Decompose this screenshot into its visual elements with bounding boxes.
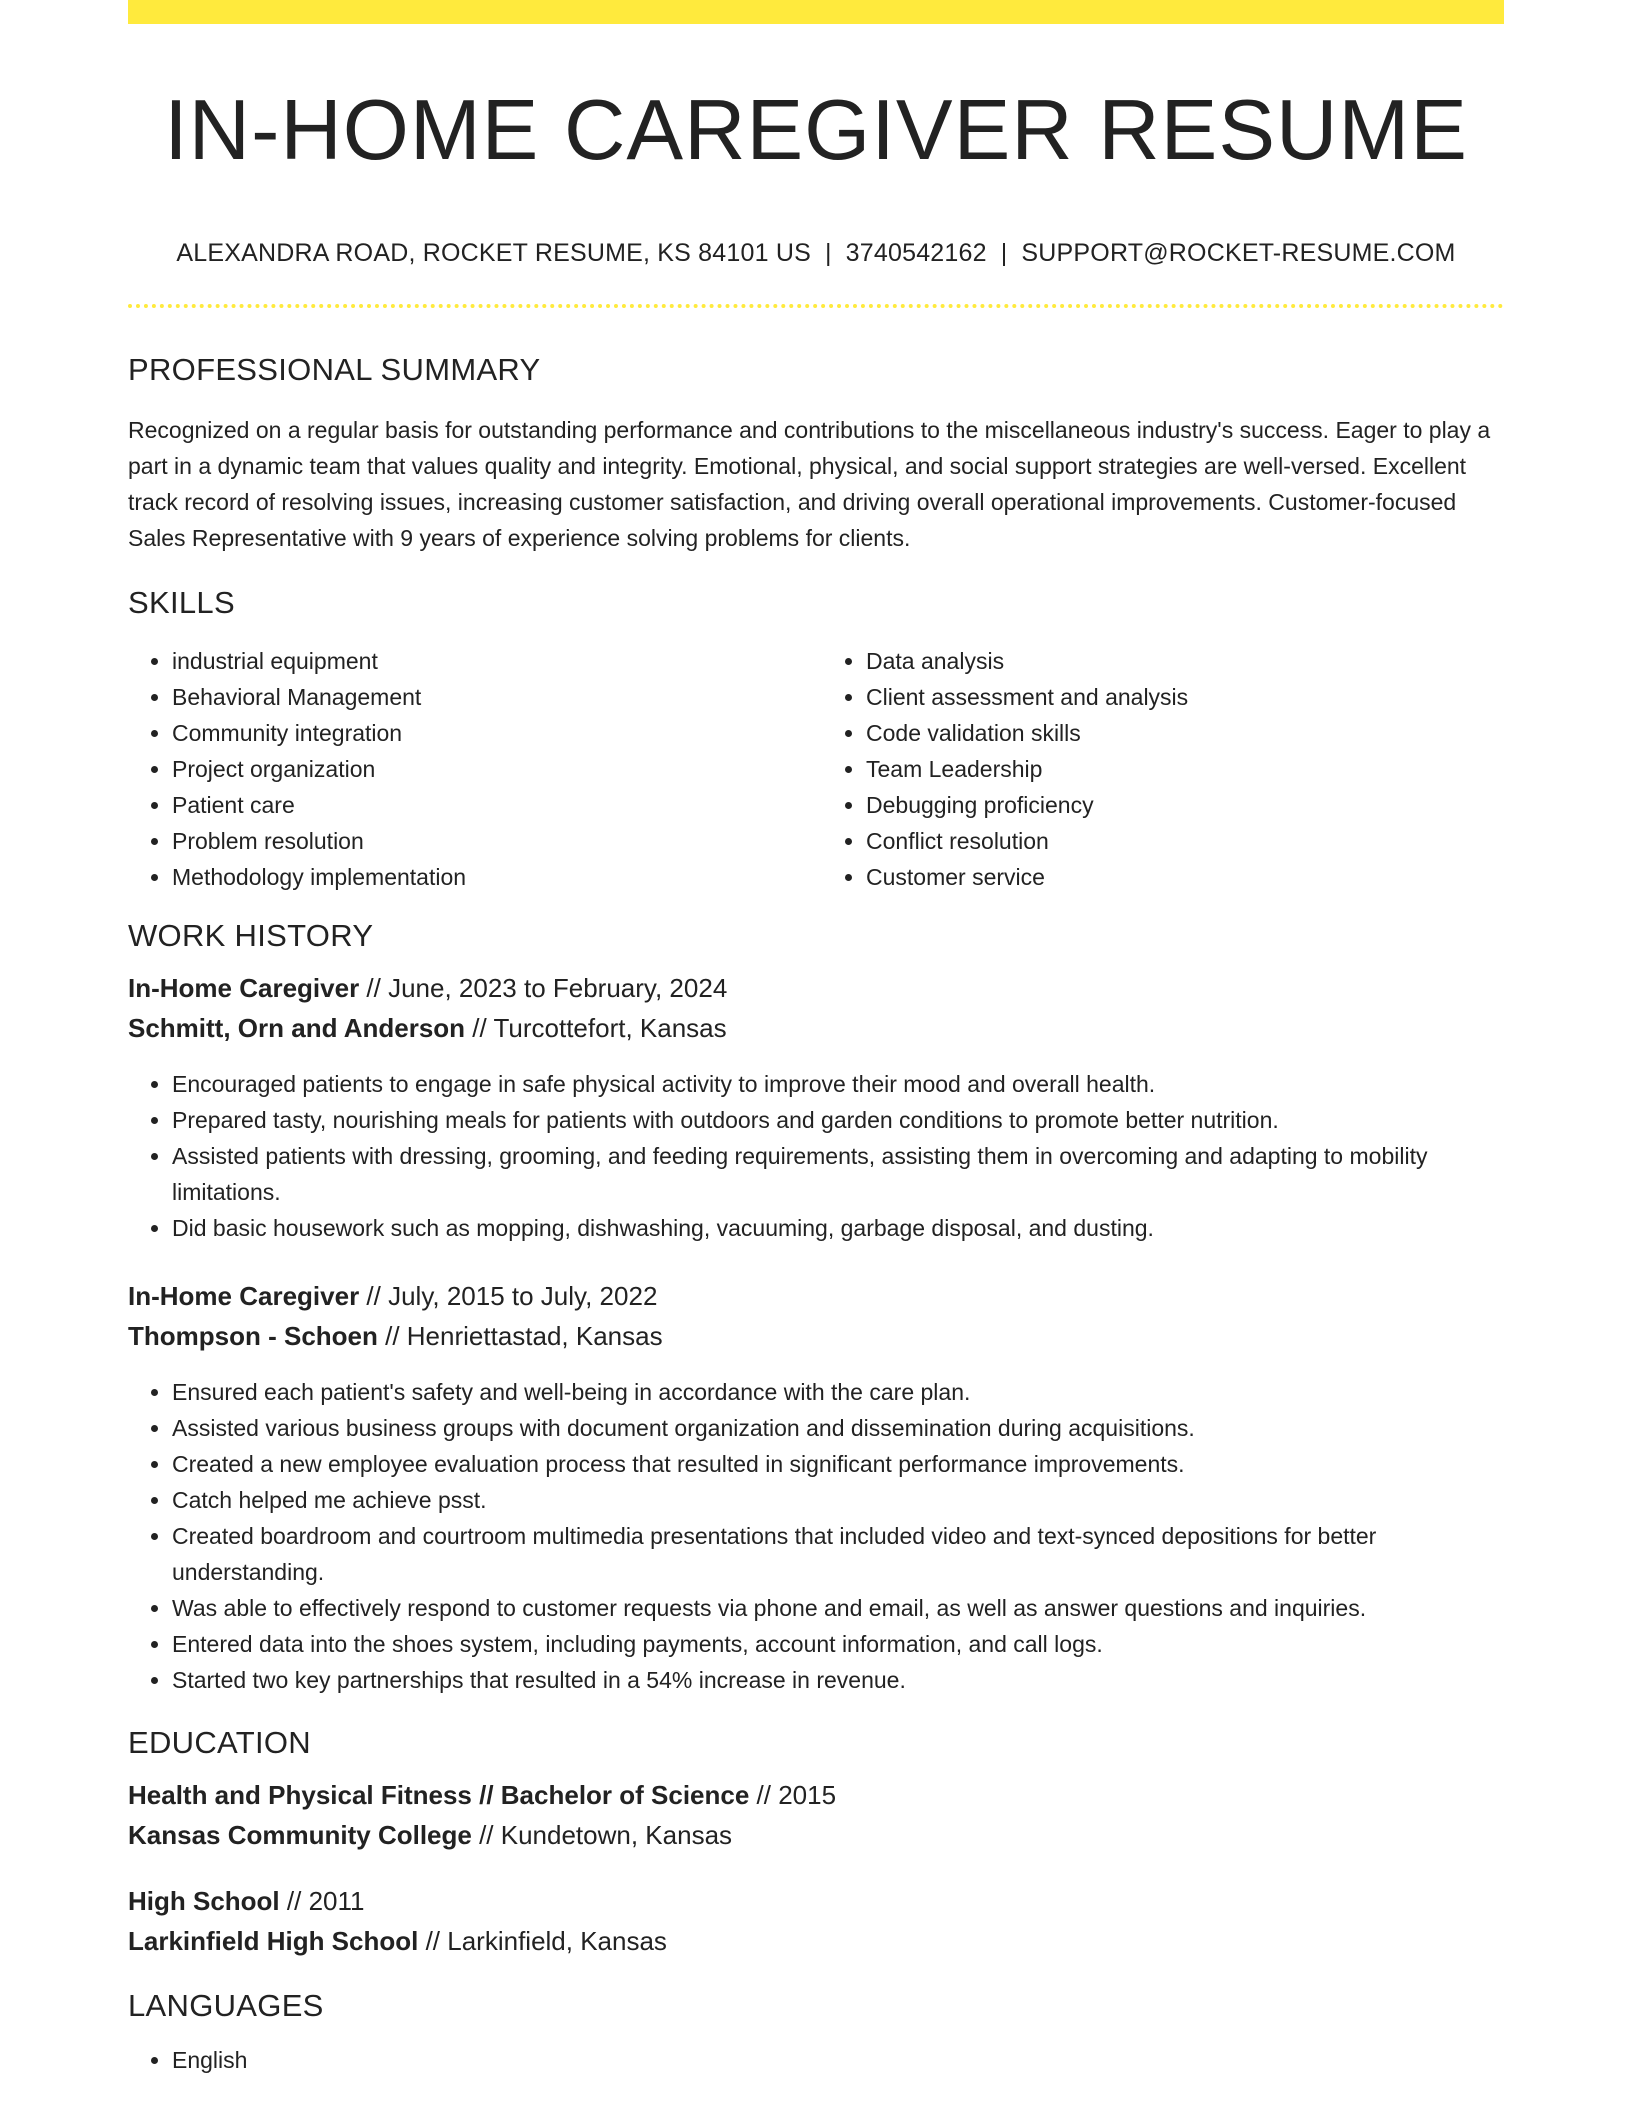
skill-item: • Customer service — [866, 859, 1504, 895]
job-bullets — [128, 1066, 1504, 1246]
degree: Health and Physical Fitness // Bachelor of Science — [128, 1780, 750, 1811]
job-bullet: • Prepared tasty, nourishing meals for patients with outdoors and garden conditions to promote better nutrition. — [172, 1102, 1504, 1138]
job-title: In-Home Caregiver — [128, 973, 360, 1004]
skill-item: • Debugging proficiency — [866, 787, 1504, 823]
job-title-line — [128, 968, 1504, 1008]
school-line — [128, 1815, 1504, 1855]
languages-list — [128, 2042, 1504, 2078]
skills-list-left — [128, 643, 816, 895]
language-item: • English — [172, 2042, 1504, 2078]
skill-item: • Community integration — [172, 715, 816, 751]
summary-heading: PROFESSIONAL SUMMARY — [128, 351, 541, 387]
degree-line — [128, 1881, 1504, 1921]
languages-heading: LANGUAGES — [128, 1988, 324, 2024]
job-location: // Henriettastad, Kansas — [377, 1321, 663, 1352]
job-bullet: • Ensured each patient's safety and well-being in accordance with the care plan. — [172, 1374, 1504, 1410]
skill-item: • Methodology implementation — [172, 859, 816, 895]
dotted-divider — [128, 304, 1504, 308]
accent-top-bar — [128, 0, 1504, 24]
skill-item: • Behavioral Management — [172, 679, 816, 715]
job-company: Thompson - Schoen — [128, 1321, 378, 1352]
resume-title: IN-HOME CAREGIVER RESUME — [164, 83, 1468, 178]
job-bullet: • Created a new employee evaluation process that resulted in significant performance improvements. — [172, 1446, 1504, 1482]
languages-section — [128, 1987, 1504, 2078]
job-bullet: • Catch helped me achieve psst. — [172, 1482, 1504, 1518]
school-name: Larkinfield High School — [128, 1926, 419, 1957]
contact-email: SUPPORT@ROCKET-RESUME.COM — [1021, 238, 1456, 267]
job-dates: // June, 2023 to February, 2024 — [359, 973, 728, 1004]
work-history-heading: WORK HISTORY — [128, 917, 374, 953]
skill-item: • Code validation skills — [866, 715, 1504, 751]
contact-address: ALEXANDRA ROAD, ROCKET RESUME, KS 84101 US — [176, 238, 811, 267]
job-bullet: • Was able to effectively respond to customer requests via phone and email, as well as answer questions and inquiries. — [172, 1590, 1504, 1626]
skills-section — [128, 584, 1504, 895]
job-title-line — [128, 1276, 1504, 1316]
skills-grid — [128, 643, 1504, 895]
contact-phone: 3740542162 — [845, 238, 987, 267]
degree: High School — [128, 1886, 280, 1917]
contact-line — [128, 238, 1504, 268]
skill-item: • Team Leadership — [866, 751, 1504, 787]
job-entry — [128, 1276, 1504, 1698]
graduation-year: // 2011 — [279, 1886, 365, 1917]
skill-item: • Problem resolution — [172, 823, 816, 859]
skill-item: • Project organization — [172, 751, 816, 787]
contact-separator: | — [824, 238, 832, 267]
job-bullet: • Assisted various business groups with document organization and dissemination during acquisitions. — [172, 1410, 1504, 1446]
job-bullet: • Did basic housework such as mopping, dishwashing, vacuuming, garbage disposal, and dusting. — [172, 1210, 1504, 1246]
job-company: Schmitt, Orn and Anderson — [128, 1013, 466, 1044]
skill-item: • Conflict resolution — [866, 823, 1504, 859]
summary-text: Recognized on a regular basis for outstanding performance and contributions to the miscellaneous industry's success. Eager to play a part in a dynamic team that values quality and integrity. Emotional, physical, and social support strategies are well-versed. Excellent track record of resolving issues, increasing customer satisfaction, and driving overall operational improvements. Customer-focused Sales Representative with 9 years of experience solving problems for clients. — [128, 416, 1491, 551]
job-company-line — [128, 1008, 1504, 1048]
job-title: In-Home Caregiver — [128, 1281, 360, 1312]
skills-list-right — [816, 643, 1504, 895]
job-bullet: • Created boardroom and courtroom multimedia presentations that included video and text-synced depositions for better understanding. — [172, 1518, 1504, 1590]
job-bullet: • Assisted patients with dressing, grooming, and feeding requirements, assisting them in overcoming and adapting to mobility limitations. — [172, 1138, 1504, 1210]
job-company-line — [128, 1316, 1504, 1356]
contact-separator: | — [1000, 238, 1008, 267]
job-bullet: • Started two key partnerships that resulted in a 54% increase in revenue. — [172, 1662, 1504, 1698]
job-bullets — [128, 1374, 1504, 1698]
job-dates: // July, 2015 to July, 2022 — [359, 1281, 658, 1312]
degree-line — [128, 1775, 1504, 1815]
skill-item: • Patient care — [172, 787, 816, 823]
job-location: // Turcottefort, Kansas — [465, 1013, 727, 1044]
school-location: // Kundetown, Kansas — [471, 1820, 733, 1851]
job-bullet: • Encouraged patients to engage in safe physical activity to improve their mood and overall health. — [172, 1066, 1504, 1102]
resume-content — [128, 0, 1504, 2078]
school-line — [128, 1921, 1504, 1961]
skill-item: • industrial equipment — [172, 643, 816, 679]
school-location: // Larkinfield, Kansas — [418, 1926, 667, 1957]
education-entry — [128, 1775, 1504, 1855]
skills-heading: SKILLS — [128, 584, 235, 620]
education-entry — [128, 1881, 1504, 1961]
education-heading: EDUCATION — [128, 1725, 311, 1761]
graduation-year: // 2015 — [749, 1780, 837, 1811]
skill-item: • Client assessment and analysis — [866, 679, 1504, 715]
work-history-section — [128, 917, 1504, 1698]
job-entry — [128, 968, 1504, 1246]
job-bullet: • Entered data into the shoes system, including payments, account information, and call logs. — [172, 1626, 1504, 1662]
skill-item: • Data analysis — [866, 643, 1504, 679]
education-section — [128, 1724, 1504, 1961]
summary-section — [128, 351, 1504, 556]
school-name: Kansas Community College — [128, 1820, 472, 1851]
